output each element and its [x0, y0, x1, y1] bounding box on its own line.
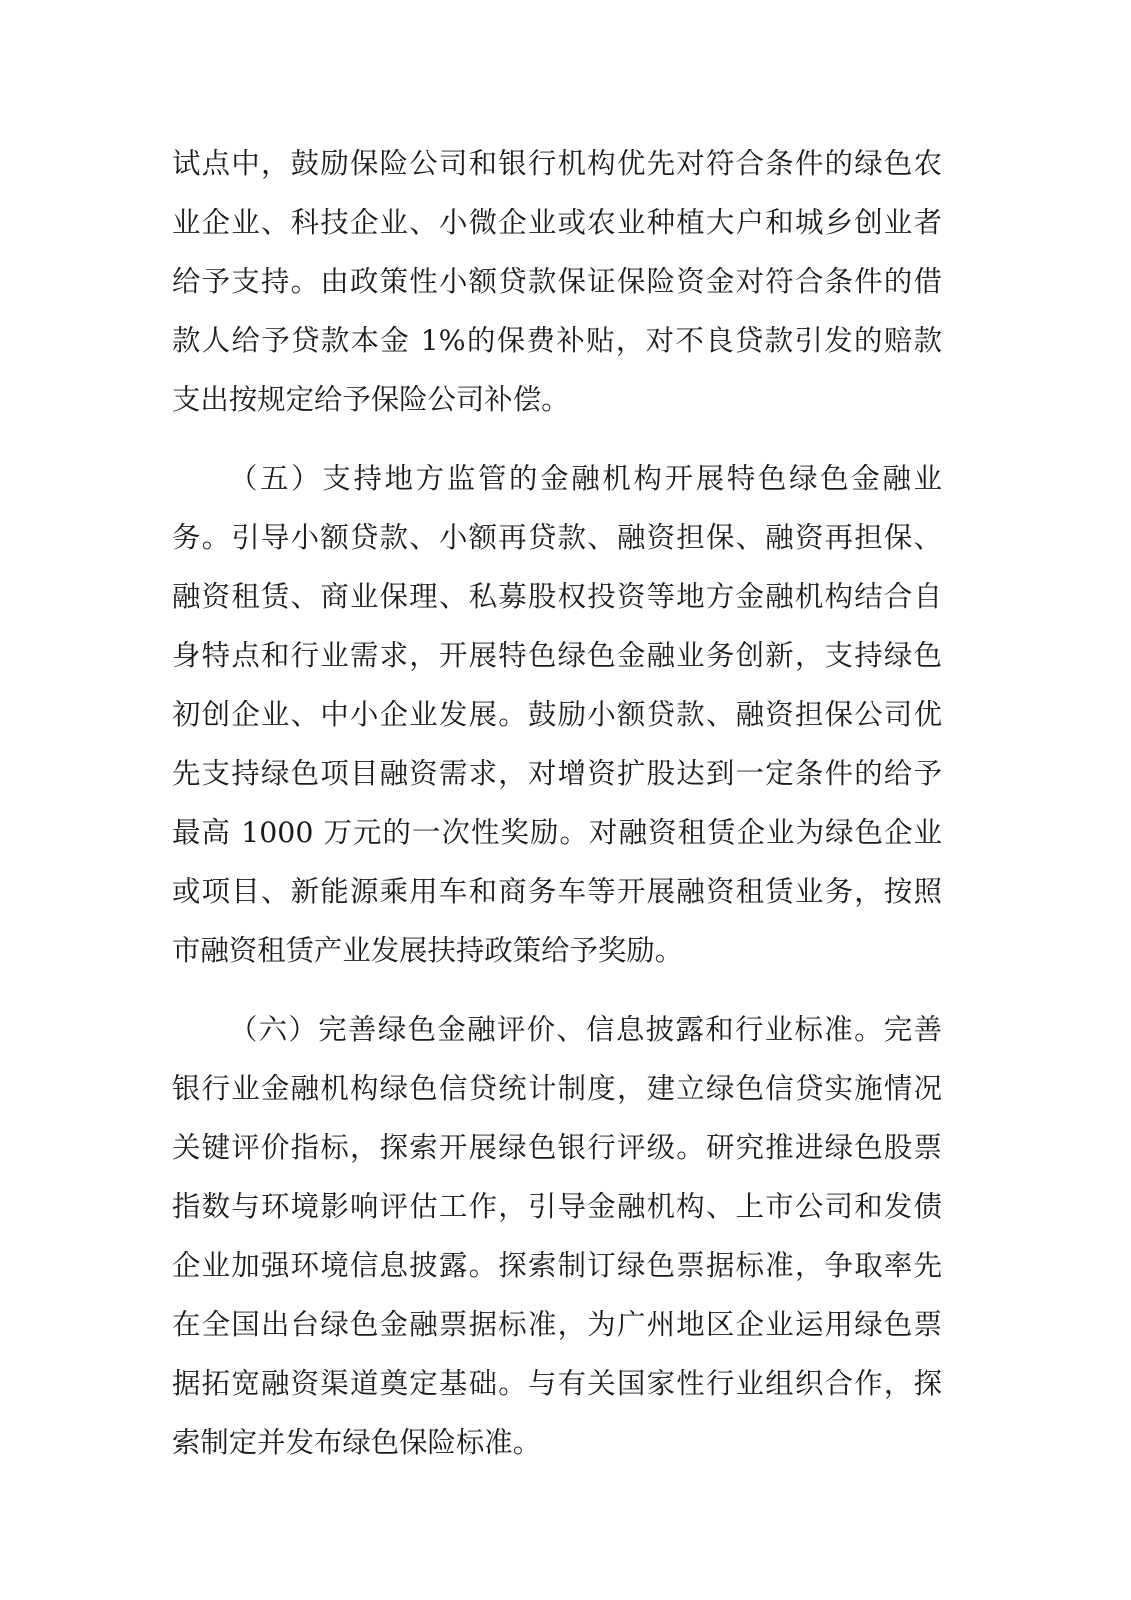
text-line: 市融资租赁产业发展扶持政策给予奖励。 — [172, 934, 684, 967]
text-line: 在全国出台绿色金融票据标准，为广州地区企业运用绿色票 — [172, 1308, 942, 1341]
text-line: 初创企业、中小企业发展。鼓励小额贷款、融资担保公司优 — [172, 698, 942, 731]
text-line: 或项目、新能源乘用车和商务车等开展融资租赁业务，按照 — [172, 875, 942, 908]
section-heading-line: （六）完善绿色金融评价、信息披露和行业标准。完善 — [229, 1013, 942, 1046]
text-line: 企业加强环境信息披露。探索制订绿色票据标准，争取率先 — [172, 1249, 942, 1282]
text-line: 指数与环境影响评估工作，引导金融机构、上市公司和发债 — [172, 1190, 942, 1223]
section-heading-line: （五）支持地方监管的金融机构开展特色绿色金融业 — [229, 462, 942, 495]
text-line: 最高 1000 万元的一次性奖励。对融资租赁企业为绿色企业 — [172, 816, 942, 849]
text-line: 身特点和行业需求，开展特色绿色金融业务创新，支持绿色 — [172, 639, 942, 672]
paragraph-section-five — [172, 449, 942, 980]
text-line: 业企业、科技企业、小微企业或农业种植大户和城乡创业者 — [172, 206, 942, 239]
text-line: 给予支持。由政策性小额贷款保证保险资金对符合条件的借 — [172, 265, 942, 298]
text-line: 据拓宽融资渠道奠定基础。与有关国家性行业组织合作，探 — [172, 1367, 942, 1400]
text-line: 试点中，鼓励保险公司和银行机构优先对符合条件的绿色农 — [172, 147, 942, 180]
text-line: 支出按规定给予保险公司补偿。 — [172, 383, 570, 416]
text-line: 务。引导小额贷款、小额再贷款、融资担保、融资再担保、 — [172, 521, 942, 554]
text-line: 关键评价指标，探索开展绿色银行评级。研究推进绿色股票 — [172, 1131, 942, 1164]
text-line: 索制定并发布绿色保险标准。 — [172, 1426, 542, 1459]
text-line: 款人给予贷款本金 1%的保费补贴，对不良贷款引发的赔款 — [172, 324, 942, 357]
paragraph-section-six — [172, 1000, 942, 1472]
text-line: 融资租赁、商业保理、私募股权投资等地方金融机构结合自 — [172, 580, 942, 613]
document-body — [172, 134, 942, 1472]
text-line: 先支持绿色项目融资需求，对增资扩股达到一定条件的给予 — [172, 757, 942, 790]
text-line: 银行业金融机构绿色信贷统计制度，建立绿色信贷实施情况 — [172, 1072, 942, 1105]
paragraph-continuation — [172, 134, 942, 429]
